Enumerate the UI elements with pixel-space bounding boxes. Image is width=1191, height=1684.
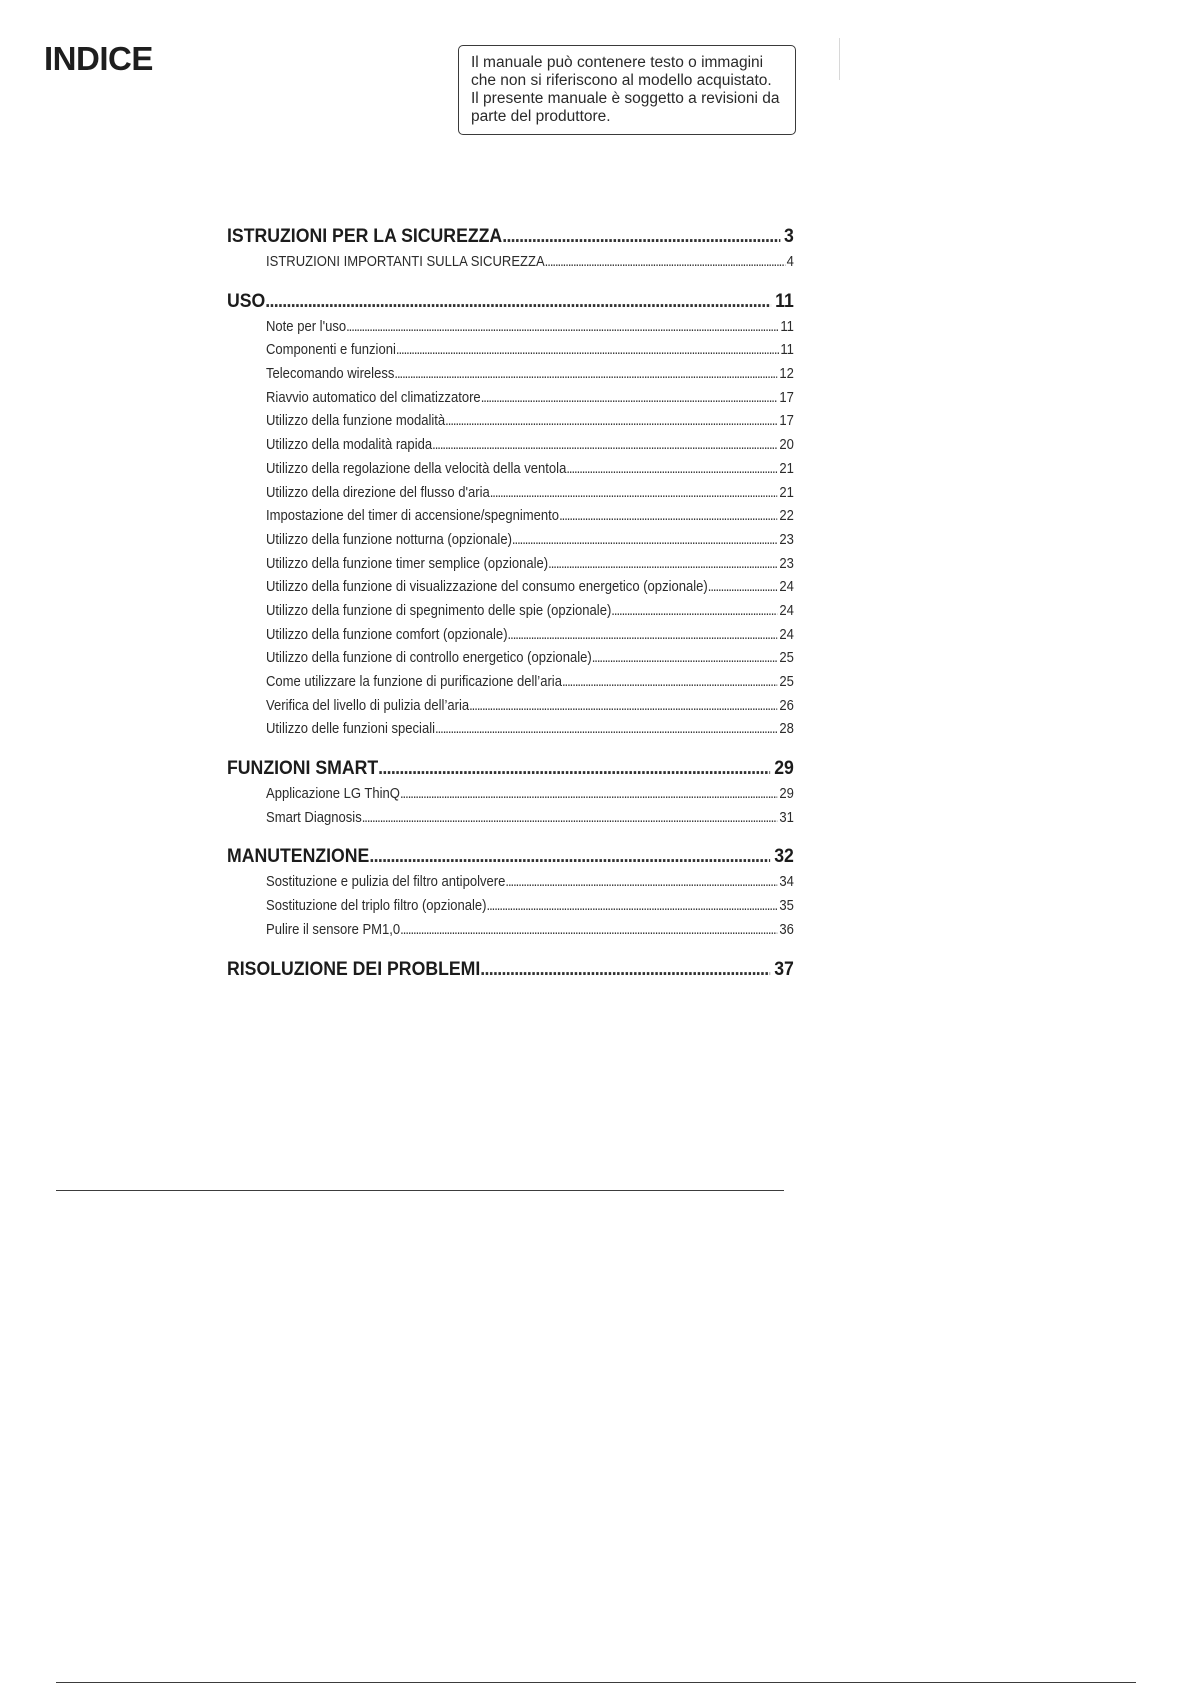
toc-item-title: Telecomando wireless	[266, 366, 395, 383]
toc-item-title: Utilizzo della direzione del flusso d'aria	[266, 484, 490, 501]
dot-leader	[480, 957, 770, 983]
toc-item-page-number: 12	[779, 366, 794, 383]
toc-section-entry[interactable]	[227, 224, 794, 250]
toc-section-entry[interactable]	[227, 957, 794, 983]
toc-item[interactable]	[266, 600, 794, 624]
toc-section-title: RISOLUZIONE DEI PROBLEMI	[227, 958, 481, 980]
toc-subsection-list	[227, 783, 794, 830]
table-of-contents	[227, 224, 794, 983]
dot-leader	[445, 410, 777, 434]
toc-item[interactable]	[266, 482, 794, 506]
toc-item-page-number: 23	[779, 531, 794, 548]
page-edge-mark	[839, 38, 840, 80]
dot-leader	[559, 505, 778, 529]
toc-item-title: Utilizzo della modalità rapida	[266, 437, 433, 454]
toc-item-title: Utilizzo della funzione di visualizzazione del consumo energetico (opzionale)	[266, 579, 708, 596]
toc-item-page-number: 4	[786, 254, 794, 270]
toc-item-page-number: 29	[779, 786, 794, 803]
toc-item[interactable]	[266, 553, 794, 577]
toc-item[interactable]	[266, 316, 794, 340]
dot-leader	[611, 600, 777, 624]
toc-item-page-number: 24	[779, 626, 794, 643]
dot-leader	[265, 289, 771, 315]
toc-item-title: Utilizzo della funzione di controllo energetico (opzionale)	[266, 650, 592, 667]
dot-leader	[592, 647, 778, 671]
dot-leader	[508, 624, 778, 648]
dot-leader	[396, 339, 779, 363]
dot-leader	[562, 671, 778, 695]
toc-spacer	[227, 275, 794, 289]
toc-item[interactable]	[266, 434, 794, 458]
toc-item-page-number: 35	[779, 898, 794, 915]
dot-leader	[502, 224, 780, 250]
toc-item-page-number: 21	[779, 460, 794, 477]
toc-spacer	[227, 830, 794, 844]
toc-item-title: Utilizzo della funzione di spegnimento delle spie (opzionale)	[266, 602, 612, 619]
toc-item-title: Smart Diagnosis	[266, 809, 362, 826]
dot-leader	[369, 844, 770, 870]
dot-leader	[362, 807, 778, 831]
toc-item[interactable]	[266, 919, 794, 943]
toc-section-page-number: 29	[774, 758, 794, 780]
toc-subsection-list	[227, 251, 794, 275]
toc-item-page-number: 28	[779, 721, 794, 738]
toc-item-page-number: 23	[779, 555, 794, 572]
toc-section-title: MANUTENZIONE	[227, 846, 370, 868]
toc-item-page-number: 25	[779, 674, 794, 690]
toc-item-page-number: 31	[779, 809, 794, 826]
toc-item-page-number: 22	[779, 508, 794, 525]
toc-item[interactable]	[266, 624, 794, 648]
toc-item-page-number: 36	[779, 921, 794, 938]
toc-item-title: Verifica del livello di pulizia dell’aria	[266, 697, 470, 714]
toc-item[interactable]	[266, 671, 794, 695]
toc-section-page-number: 37	[774, 958, 794, 980]
toc-item-page-number: 25	[779, 650, 794, 667]
toc-item-title: Utilizzo delle funzioni speciali	[266, 721, 436, 738]
toc-item[interactable]	[266, 251, 794, 275]
toc-section	[227, 289, 794, 742]
page-title: INDICE	[44, 40, 153, 77]
dot-leader	[435, 718, 778, 742]
toc-section-title: FUNZIONI SMART	[227, 758, 379, 780]
toc-item[interactable]	[266, 363, 794, 387]
toc-item-title: Sostituzione e pulizia del filtro antipolvere	[266, 874, 506, 891]
toc-spacer	[227, 943, 794, 957]
toc-item-title: Impostazione del timer di accensione/spegnimento	[266, 508, 560, 525]
toc-item-title: Utilizzo della funzione modalità	[266, 413, 446, 430]
dot-leader	[400, 919, 777, 943]
notice-line: parte del produttore.	[471, 108, 611, 125]
toc-item-title: ISTRUZIONI IMPORTANTI SULLA SICUREZZA	[266, 254, 545, 270]
toc-section-entry[interactable]	[227, 844, 794, 870]
toc-item[interactable]	[266, 695, 794, 719]
toc-item-title: Componenti e funzioni	[266, 342, 396, 359]
dot-leader	[400, 783, 778, 807]
toc-section-page-number: 11	[775, 290, 794, 312]
toc-item-page-number: 24	[779, 602, 794, 619]
notice-line: Il manuale può contenere testo o immagini	[471, 54, 764, 71]
toc-item[interactable]	[266, 410, 794, 434]
toc-item-page-number: 20	[779, 437, 794, 454]
toc-item-title: Sostituzione del triplo filtro (opzionale)	[266, 898, 487, 915]
toc-item-title: Come utilizzare la funzione di purificazione dell’aria	[266, 674, 562, 690]
dot-leader	[545, 251, 785, 275]
toc-section	[227, 844, 794, 942]
toc-item[interactable]	[266, 458, 794, 482]
toc-item[interactable]	[266, 783, 794, 807]
toc-item[interactable]	[266, 339, 794, 363]
toc-item-page-number: 21	[779, 484, 794, 501]
toc-item[interactable]	[266, 718, 794, 742]
footer-divider-line	[56, 1682, 1136, 1683]
toc-item-page-number: 17	[779, 389, 794, 406]
dot-leader	[378, 756, 770, 782]
toc-item-page-number: 17	[779, 413, 794, 430]
toc-subsection-list	[227, 871, 794, 942]
dot-leader	[481, 387, 778, 411]
toc-item[interactable]	[266, 387, 794, 411]
toc-item[interactable]	[266, 576, 794, 600]
dot-leader	[394, 363, 777, 387]
notice-line: che non si riferiscono al modello acquistato.	[471, 72, 772, 89]
toc-section-entry[interactable]	[227, 289, 794, 315]
toc-section-page-number: 32	[774, 846, 794, 868]
divider-line	[56, 1190, 784, 1191]
toc-item-page-number: 11	[780, 318, 794, 335]
toc-item[interactable]	[266, 647, 794, 671]
dot-leader	[490, 482, 778, 506]
disclaimer-notice	[458, 45, 796, 135]
toc-section	[227, 756, 794, 830]
toc-section-title: ISTRUZIONI PER LA SICUREZZA	[227, 226, 503, 247]
dot-leader	[505, 871, 777, 895]
toc-item-title: Utilizzo della funzione timer semplice (opzionale)	[266, 555, 549, 572]
toc-item-page-number: 24	[779, 579, 794, 596]
dot-leader	[432, 434, 777, 458]
toc-item-title: Riavvio automatico del climatizzatore	[266, 389, 481, 406]
toc-section	[227, 957, 794, 983]
toc-item[interactable]	[266, 871, 794, 895]
toc-spacer	[227, 742, 794, 756]
dot-leader	[548, 553, 777, 577]
toc-item-title: Pulire il sensore PM1,0	[266, 921, 401, 938]
toc-item-title: Utilizzo della funzione comfort (opzionale)	[266, 626, 508, 643]
dot-leader	[566, 458, 777, 482]
toc-section-page-number: 3	[784, 226, 794, 247]
toc-item-page-number: 34	[779, 874, 794, 891]
notice-line: Il presente manuale è soggetto a revisioni da	[471, 90, 780, 107]
toc-item-title: Note per l'uso	[266, 318, 347, 335]
toc-section-title: USO	[227, 290, 266, 312]
dot-leader	[512, 529, 778, 553]
toc-item[interactable]	[266, 807, 794, 831]
toc-section	[227, 224, 794, 275]
dot-leader	[346, 316, 778, 340]
toc-item-page-number: 26	[779, 697, 794, 714]
toc-item[interactable]	[266, 895, 794, 919]
toc-item[interactable]	[266, 505, 794, 529]
dot-leader	[708, 576, 778, 600]
dot-leader	[469, 695, 778, 719]
toc-item-title: Applicazione LG ThinQ	[266, 786, 400, 803]
toc-item-page-number: 11	[780, 342, 794, 359]
toc-section-entry[interactable]	[227, 756, 794, 782]
toc-item[interactable]	[266, 529, 794, 553]
toc-subsection-list	[227, 316, 794, 742]
toc-item-title: Utilizzo della regolazione della velocità della ventola	[266, 460, 567, 477]
toc-item-title: Utilizzo della funzione notturna (opzionale)	[266, 531, 512, 548]
dot-leader	[487, 895, 778, 919]
